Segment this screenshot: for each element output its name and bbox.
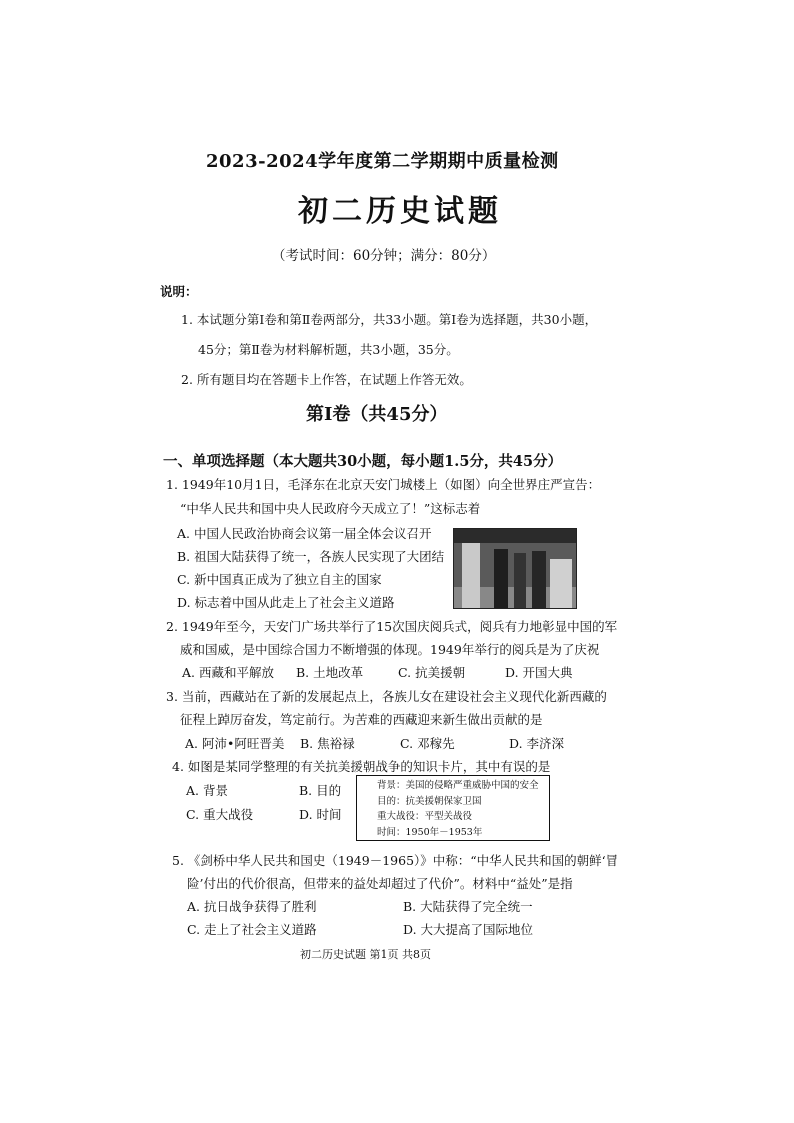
q2-option-d: D. 开国大典 [505, 665, 573, 680]
q5-stem-line-2: 险’付出的代价很高，但带来的益处却超过了代价”。材料中“益处”是指 [187, 876, 573, 891]
part-1-heading: 第Ⅰ卷（共45分） [306, 404, 448, 425]
instruction-2: 2. 所有题目均在答题卡上作答，在试题上作答无效。 [181, 372, 472, 387]
exam-subtitle: 2023-2024学年度第二学期期中质量检测 [206, 151, 559, 172]
q2-option-c: C. 抗美援朝 [398, 665, 466, 680]
q3-option-b: B. 焦裕禄 [300, 736, 355, 751]
card-purpose: 目的：抗美援朝保家卫国 [377, 795, 482, 807]
instruction-1-line-2: 45分；第Ⅱ卷为材料解析题，共3小题，35分。 [198, 342, 459, 357]
q5-option-a: A. 抗日战争获得了胜利 [187, 899, 317, 914]
q4-option-a: A. 背景 [186, 783, 228, 798]
instruction-1-line-1: 1. 本试题分第Ⅰ卷和第Ⅱ卷两部分，共33小题。第Ⅰ卷为选择题，共30小题， [181, 312, 598, 327]
page-title: 初二历史试题 [298, 194, 502, 229]
card-time: 时间：1950年－1953年 [377, 826, 483, 838]
q1-option-b: B. 祖国大陆获得了统一，各族人民实现了大团结 [177, 549, 445, 564]
tiananmen-founding-ceremony-photo [453, 528, 577, 609]
q5-stem-line-1: 5. 《剑桥中华人民共和国史（1949－1965）》中称：“中华人民共和国的朝鲜‘冒 [172, 853, 619, 868]
page-footer: 初二历史试题 第1页 共8页 [300, 948, 431, 961]
q4-option-c: C. 重大战役 [186, 807, 254, 822]
q3-stem-line-1: 3. 当前，西藏站在了新的发展起点上，各族儿女在建设社会主义现代化新西藏的 [166, 689, 607, 704]
instructions-label: 说明： [160, 284, 198, 299]
q3-option-d: D. 李济深 [509, 736, 565, 751]
q4-stem: 4. 如图是某同学整理的有关抗美援朝战争的知识卡片，其中有误的是 [172, 759, 551, 774]
q2-option-a: A. 西藏和平解放 [182, 665, 274, 680]
q1-stem-line-2: “中华人民共和国中央人民政府今天成立了！”这标志着 [180, 501, 481, 516]
section-title: 一、单项选择题（本大题共30小题，每小题1.5分，共45分） [163, 453, 563, 470]
card-background: 背景：美国的侵略严重威胁中国的安全 [377, 780, 539, 791]
q1-stem-line-1: 1. 1949年10月1日，毛泽东在北京天安门城楼上（如图）向全世界庄严宣告： [166, 477, 601, 492]
card-battle: 重大战役：平型关战役 [377, 811, 473, 822]
q5-option-d: D. 大大提高了国际地位 [403, 922, 534, 937]
q4-option-d: D. 时间 [299, 807, 342, 822]
q5-option-b: B. 大陆获得了完全统一 [403, 899, 533, 914]
q1-option-c: C. 新中国真正成为了独立自主的国家 [177, 572, 382, 587]
q1-option-a: A. 中国人民政治协商会议第一届全体会议召开 [177, 526, 432, 541]
q2-stem-line-2: 威和国威，是中国综合国力不断增强的体现。1949年举行的阅兵是为了庆祝 [180, 642, 600, 657]
q3-option-c: C. 邓稼先 [400, 736, 455, 751]
exam-info: （考试时间：60分钟；满分：80分） [272, 248, 496, 264]
q5-option-c: C. 走上了社会主义道路 [187, 922, 317, 937]
q1-option-d: D. 标志着中国从此走上了社会主义道路 [177, 595, 395, 610]
q2-option-b: B. 土地改革 [296, 665, 364, 680]
q3-stem-line-2: 征程上踔厉奋发，笃定前行。为苦难的西藏迎来新生做出贡献的是 [180, 712, 543, 727]
knowledge-card [356, 775, 550, 841]
q4-option-b: B. 目的 [299, 783, 342, 798]
q3-option-a: A. 阿沛•阿旺晋美 [185, 736, 285, 751]
q2-stem-line-1: 2. 1949年至今，天安门广场共举行了15次国庆阅兵式，阅兵有力地彰显中国的军 [166, 619, 618, 634]
